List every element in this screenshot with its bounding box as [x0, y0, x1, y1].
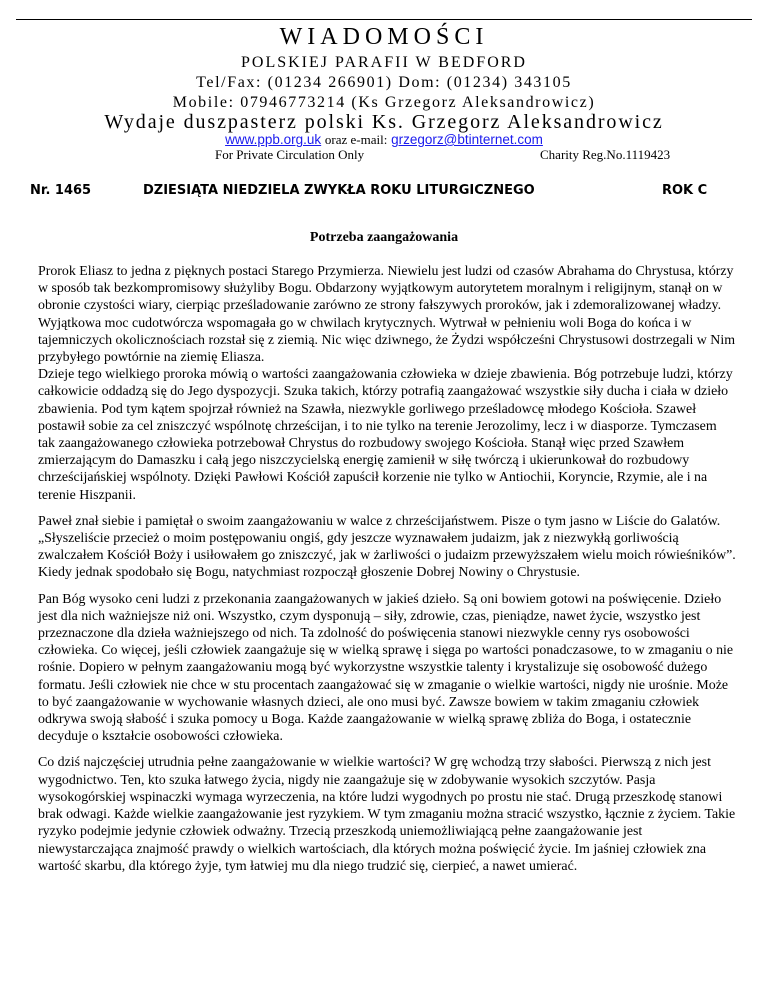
- mobile-line: Mobile: 07946773214 (Ks Grzegorz Aleksandrowicz): [172, 94, 596, 111]
- article-title: Potrzeba zaangażowania: [309, 230, 459, 245]
- newsletter-title: WIADOMOŚCI: [279, 24, 489, 50]
- article-paragraph: Co dziś najczęściej utrudnia pełne zaangażowanie w wielkie wartości? W grę wchodzą trzy słabości. Pierwszą z nich jest wygodnictwo. Ten, kto szuka łatwego życia, nigdy nie zaangażuje się w zdobywanie wysokich szczytów. Pasja wysokogórskiej wspinaczki wymaga wyrzeczenia, na które ludzi wygodnych po prostu nie stać. Drugą przeszkodę stanowi brak odwagi. Każde wielkie zaangażowanie jest ryzykiem. W tym zmaganiu można stracić wszystko, łącznie z życiem. Takie ryzyko podejmie jedynie człowiek odważny. Trzecią przeszkodą uniemożliwiającą pełne zaangażowanie jest niewystarczająca znajmość prawdy o wielkich wartościach, dla których można poświęcić życie. Im jaśniej człowiek zna wartość skarbu, dla którego żyje, tym łatwiej mu dla niego trudzić się, cierpieć, a nawet umierać.: [38, 755, 736, 874]
- article-paragraph: Prorok Eliasz to jedna z pięknych postaci Starego Przymierza. Niewielu jest ludzi od czasów Abrahama do Chrystusa, którzy w sposób tak bezkompromisowy służyliby Bogu. Obdarzony wyjątkowym autorytetem moralnym i religijnym, stanął on w obronie czystości wiary, cierpiąc prześladowanie zarówno ze strony fałszywych proroków, jak i zdemoralizowanej władzy. Wyjątkowa moc cudotwórcza wspomagała go w chwilach krytycznych. Wytrwał w pełnieniu woli Boga do końca i w tajemniczych okolicznościach rozstał się z ziemią. Nic więc dziwnego, że Żydzi współcześni Chrystusowi dostrzegali w Nim przybyłego powtórnie na ziemię Eliasza.: [38, 264, 736, 366]
- publisher-line: Wydaje duszpasterz polski Ks. Grzegorz Aleksandrowicz: [104, 111, 664, 133]
- top-rule: [16, 19, 752, 20]
- website-link[interactable]: www.ppb.org.uk: [225, 132, 322, 147]
- email-prefix: oraz e-mail:: [324, 132, 388, 147]
- parish-name: POLSKIEJ PARAFII W BEDFORD: [241, 54, 527, 71]
- issue-number: Nr. 1465: [30, 183, 92, 198]
- contact-links: [0, 132, 768, 147]
- article-paragraph: Pan Bóg wysoko ceni ludzi z przekonania zaangażowanych w jakieś dzieło. Są oni bowiem gotowi na poświęcenie. Dzieło jest dla nich ważniejsze niż oni. Wszystko, czym dysponują – siły, zdrowie, czas, pieniądze, nawet życie, wszystko jest przeznaczone dla dzieła ważniejszego od nich. Ta zdolność do poświęcenia stanowi niezwykle cenny rys osobowości człowieka. Co więcej, jeśli człowiek zaangażuje się w wielką sprawę i sięga po wartości ponadczasowe, to w zmaganiu o nie rośnie. Dopiero w pełnym zaangażowaniu mogą być wykorzystne wszystkie talenty i krystalizuje się osobowość dużego formatu. Jeśli człowiek nie chce w stu procentach zaangażować się w zmaganie o wielkie wartości, nigdy nie urośnie. Może to być zaangażowanie w wychowanie własnych dzieci, ale ono musi być. Zawsze bowiem w takim zmaganiu człowiek odkrywa swoją słabość i szuka pomocy u Boga. Każde zaangażowanie w wielką sprawę zbliża do Boga, i ostatecznie decyduje o kształcie osobowości człowieka.: [38, 591, 734, 745]
- liturgical-sunday: DZIESIĄTA NIEDZIELA ZWYKŁA ROKU LITURGICZNEGO: [143, 183, 535, 198]
- email-link[interactable]: grzegorz@btinternet.com: [391, 132, 543, 147]
- article-body: [38, 263, 736, 884]
- phone-line: Tel/Fax: (01234 266901) Dom: (01234) 343105: [196, 74, 572, 91]
- charity-number: Charity Reg.No.1119423: [540, 147, 671, 162]
- article-paragraph: Paweł znał siebie i pamiętał o swoim zaangażowaniu w walce z chrześcijaństwem. Pisze o tym jasno w Liście do Galatów. „Słyszeliście przecież o moim postępowaniu ongiś, gdy jeszcze wyznawałem judaizm, jak z niezwykłą gorliwością zwalczałem Kościół Boży i usiłowałem go zniszczyć, jak w żarliwości o judaizm przewyższałem wielu moich rówieśników”. Kiedy jednak spodobało się Bogu, natychmiast rozpoczął głoszenie Dobrej Nowiny o Chrystusie.: [38, 513, 736, 581]
- circulation-note: For Private Circulation Only: [215, 147, 365, 162]
- liturgical-year: ROK C: [662, 183, 708, 198]
- article-paragraph: Dzieje tego wielkiego proroka mówią o wartości zaangażowania człowieka w dzieje zbawienia. Bóg potrzebuje ludzi, którzy całkowicie oddadzą się do Jego dyspozycji. Szuka takich, którzy potrafią zaangażować wszystkie siły ducha i ciała w dzieło zbawienia. Pod tym kątem spojrzał również na Szawła, niezwykle gorliwego prześladowcę młodego Kościoła. Szaweł postawił sobie za cel zniszczyć wspólnotę chrześcijan, i to nie tylko na terenie Jerozolimy, lecz i w diasporze. Tymczasem tak zaangażowanego człowieka potrzebował Chrystus do rozbudowy swojego Kościoła. Stanął więc przed Szawłem zmierzającym do Damaszku i całą jego niszczycielską energię zamienił w siłę twórczą i ukierunkował do rozbudowy chrześcijańskiej wspólnoty. Dzięki Pawłowi Kościół zapuścił korzenie nie tylko w Antiochii, Koryncie, Rzymie, ale i na terenie Hiszpanii.: [38, 367, 733, 503]
